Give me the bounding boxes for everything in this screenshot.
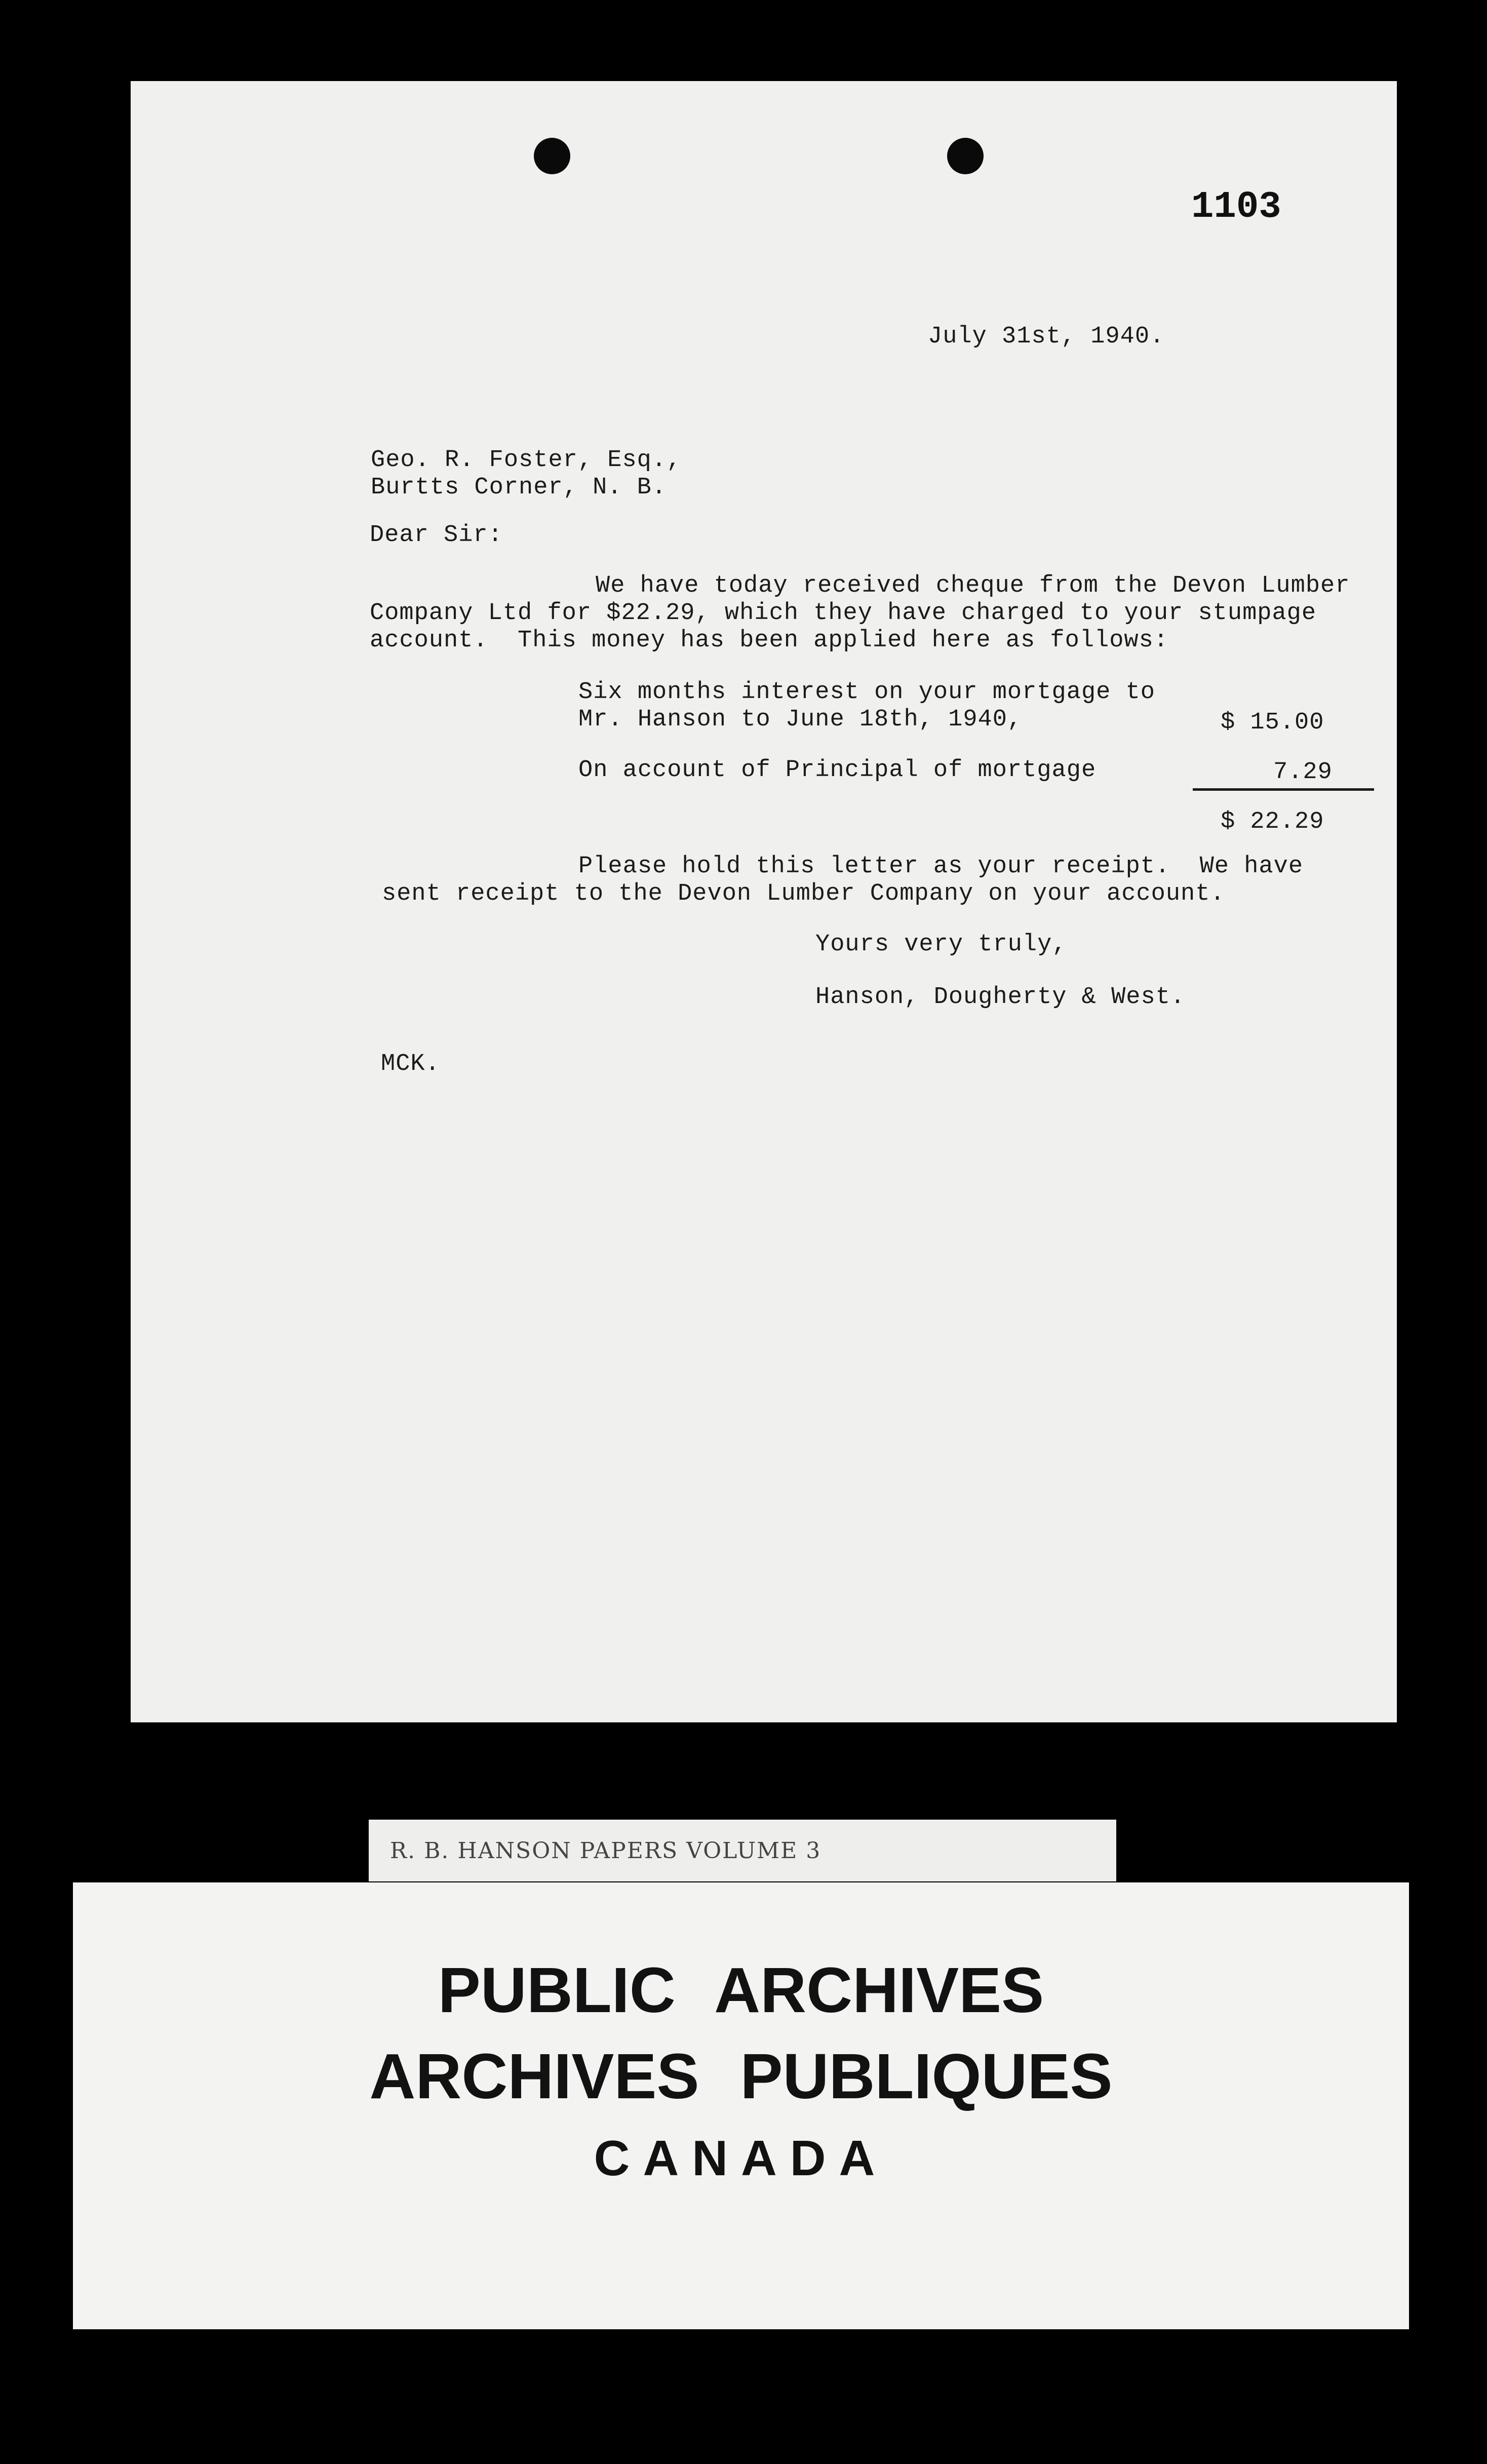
recipient-address: Burtts Corner, N. B. — [371, 474, 667, 501]
salutation: Dear Sir: — [370, 522, 503, 549]
body-line-3: account. This money has been applied here as follows: — [370, 627, 1169, 654]
punch-hole-left — [534, 138, 570, 174]
punch-hole-right — [947, 138, 984, 174]
letter-page — [131, 81, 1397, 1722]
body-line-1: We have today received cheque from the Devon Lumber — [596, 572, 1350, 599]
total-amount: $ 22.29 — [1221, 808, 1324, 835]
letter-date: July 31st, 1940. — [928, 323, 1165, 350]
item-1-line-1: Six months interest on your mortgage to — [578, 679, 1155, 706]
archives-line-french: ARCHIVES PUBLIQUES — [369, 2040, 1113, 2112]
item-1-line-2: Mr. Hanson to June 18th, 1940, — [578, 706, 1023, 733]
archives-line-english: PUBLIC ARCHIVES — [438, 1954, 1044, 2026]
closing-line-2: sent receipt to the Devon Lumber Company on your account. — [382, 880, 1225, 907]
item-1-amount: $ 15.00 — [1221, 709, 1324, 736]
complimentary-close: Yours very truly, — [815, 931, 1067, 958]
sum-rule — [1193, 788, 1374, 791]
recipient-name: Geo. R. Foster, Esq., — [371, 447, 682, 474]
archives-card — [73, 1882, 1409, 2329]
item-2-line-1: On account of Principal of mortgage — [578, 757, 1097, 784]
volume-tag-text: R. B. HANSON PAPERS VOLUME 3 — [390, 1838, 821, 1864]
closing-line-1: Please hold this letter as your receipt. We have — [578, 853, 1304, 880]
page-number: 1103 — [1191, 186, 1281, 228]
archives-line-country: CANADA — [594, 2130, 888, 2186]
body-line-2: Company Ltd for $22.29, which they have charged to your stumpage — [370, 600, 1317, 627]
volume-tag — [369, 1820, 1116, 1881]
signature: Hanson, Dougherty & West. — [815, 984, 1186, 1011]
item-2-amount: 7.29 — [1273, 759, 1333, 786]
typist-initials: MCK. — [381, 1051, 440, 1077]
